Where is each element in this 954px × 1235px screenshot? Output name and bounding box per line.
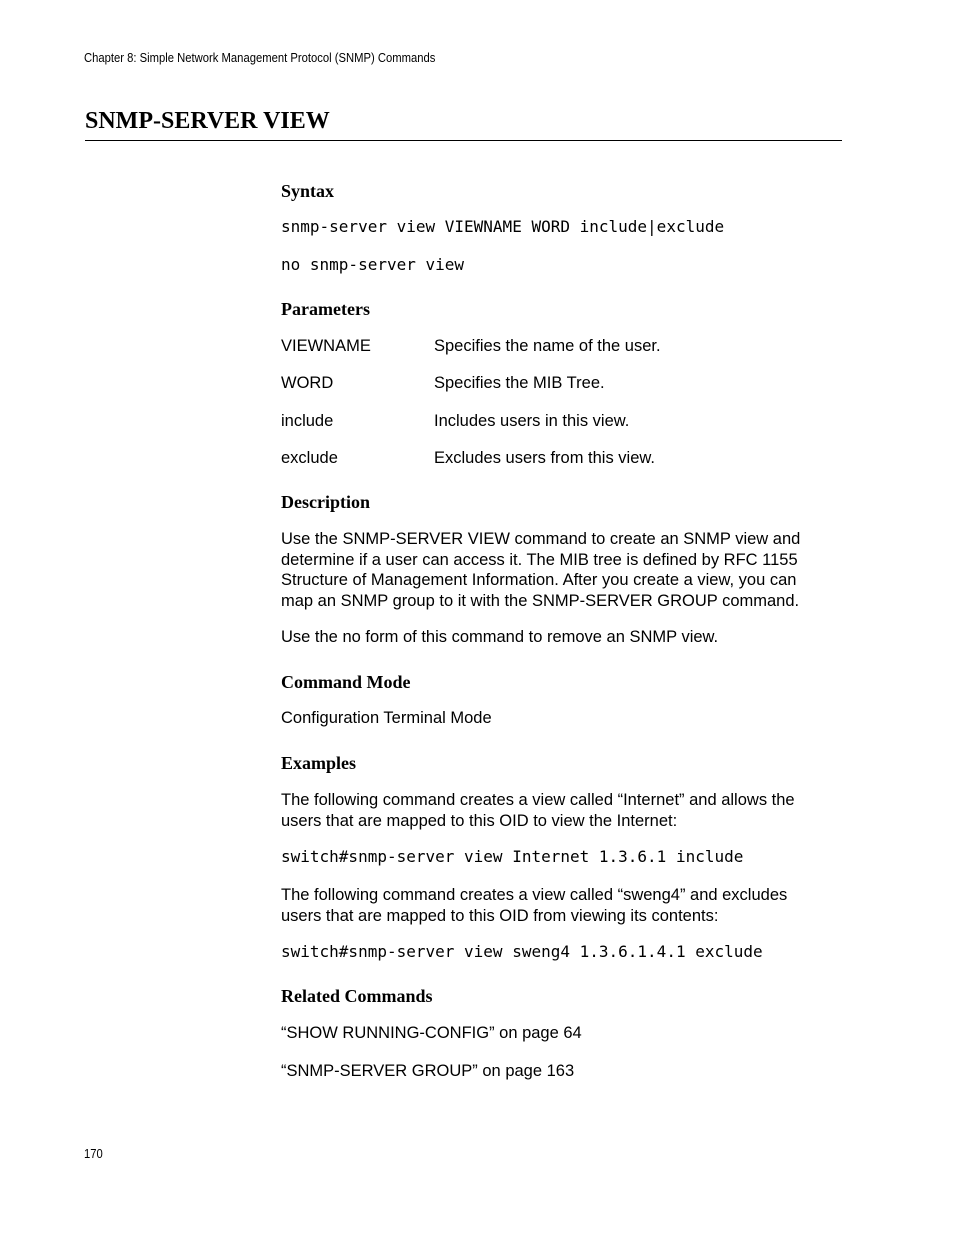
param-name: WORD xyxy=(281,374,334,392)
related-command-link[interactable]: “SHOW RUNNING-CONFIG” on page 64 xyxy=(281,1024,582,1042)
param-name: include xyxy=(281,412,334,430)
syntax-heading: Syntax xyxy=(281,181,335,201)
related-commands-heading: Related Commands xyxy=(281,986,433,1006)
page-title: SNMP-SERVER VIEW xyxy=(85,108,330,134)
description-paragraph: Use the SNMP-SERVER VIEW command to create an SNMP view and determine if a user can access it. The MIB tree is defined by RFC 1155 Structure of Management Information. After you create a view, you can map an SNMP group to it with the SNMP-SERVER GROUP command. xyxy=(281,530,801,610)
running-header: Chapter 8: Simple Network Management Protocol (SNMP) Commands xyxy=(84,51,436,65)
description-heading: Description xyxy=(281,492,370,512)
param-name: VIEWNAME xyxy=(281,337,371,355)
param-desc: Includes users in this view. xyxy=(434,412,630,430)
related-command-link[interactable]: “SNMP-SERVER GROUP” on page 163 xyxy=(281,1062,575,1080)
example-paragraph: The following command creates a view called “sweng4” and excludes users that are mapped to this OID from viewing its contents: xyxy=(281,886,788,925)
param-desc: Specifies the MIB Tree. xyxy=(434,374,605,392)
example-code: switch#snmp-server view sweng4 1.3.6.1.4.1 exclude xyxy=(281,942,763,961)
title-rule xyxy=(85,140,842,141)
param-desc: Specifies the name of the user. xyxy=(434,337,661,355)
param-name: exclude xyxy=(281,449,338,467)
example-code: switch#snmp-server view Internet 1.3.6.1 include xyxy=(281,847,744,866)
syntax-line: snmp-server view VIEWNAME WORD include|exclude xyxy=(281,217,725,236)
command-mode-heading: Command Mode xyxy=(281,672,411,692)
example-paragraph: The following command creates a view called “Internet” and allows the users that are mapped to this OID to view the Internet: xyxy=(281,791,795,830)
syntax-no-line: no snmp-server view xyxy=(281,255,465,274)
examples-heading: Examples xyxy=(281,753,357,773)
param-desc: Excludes users from this view. xyxy=(434,449,655,467)
description-paragraph: Use the no form of this command to remove an SNMP view. xyxy=(281,628,719,646)
parameters-heading: Parameters xyxy=(281,299,370,319)
page-number: 170 xyxy=(84,1147,103,1161)
command-mode-text: Configuration Terminal Mode xyxy=(281,709,492,727)
